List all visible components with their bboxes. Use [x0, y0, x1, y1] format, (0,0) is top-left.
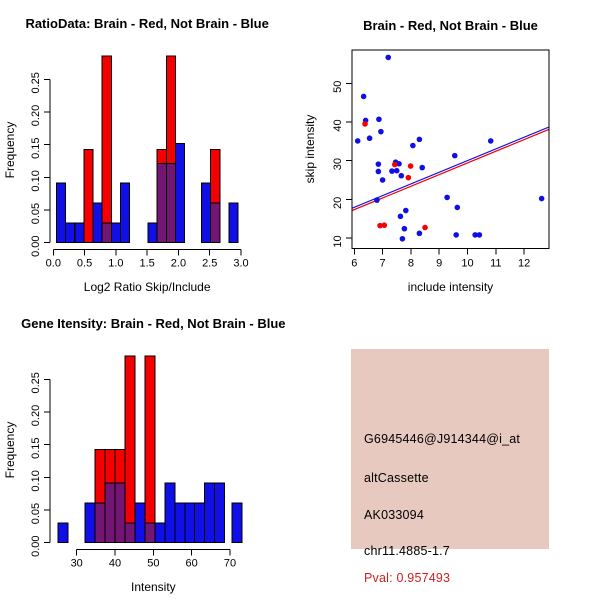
scatter-point [389, 168, 395, 174]
y-axis-tick-label: 0.15 [30, 437, 42, 459]
histogram-plot [58, 356, 242, 543]
intensity-scatter-panel [300, 0, 600, 300]
scatter-point [381, 222, 387, 228]
pval-text: Pval: 0.957493 [364, 571, 451, 585]
gene-info-box [351, 349, 549, 585]
x-axis-tick-label: 12 [517, 257, 531, 270]
scatter-point [376, 116, 382, 122]
histogram-bar-blue [205, 483, 215, 542]
histogram-bar-blue [195, 503, 205, 543]
x-axis-tick-label: 2.0 [170, 257, 187, 270]
histogram-plot [56, 56, 238, 243]
histogram-bar-overlap [157, 164, 166, 243]
histogram-bar-overlap [211, 203, 220, 243]
histogram-bar-overlap [125, 523, 135, 543]
histogram-bar-blue [232, 503, 242, 543]
scatter-point [376, 169, 382, 175]
scatter-point [477, 232, 483, 238]
not-brain-fit-line [352, 127, 549, 208]
y-axis-tick-label: 0.05 [30, 502, 42, 525]
x-axis-tick-label: 11 [490, 257, 502, 270]
x-axis-title: Intensity [130, 580, 176, 594]
ratio-histogram-panel [0, 0, 300, 300]
x-axis-tick-label: 30 [70, 557, 83, 570]
chart-title: Brain - Red, Not Brain - Blue [363, 18, 538, 33]
gene-histogram-panel [0, 300, 300, 600]
x-axis-tick-label: 40 [108, 557, 122, 570]
y-axis [44, 379, 50, 542]
histogram-bar-overlap [166, 164, 175, 243]
scatter-point [398, 214, 404, 220]
x-axis-tick-label: 1.5 [139, 257, 155, 270]
x-axis-tick-label: 2.5 [202, 257, 218, 270]
histogram-bar-blue [185, 503, 195, 543]
x-axis-tick-label: 0.0 [45, 257, 61, 270]
x-axis-title: include intensity [407, 280, 494, 294]
x-axis-title: Log2 Ratio Skip/Include [83, 280, 211, 294]
y-axis-tick-label: 0.05 [30, 202, 42, 225]
scatter-point [362, 121, 368, 127]
x-axis [53, 249, 241, 255]
scatter-point [444, 195, 450, 201]
histogram-bar-blue [66, 223, 75, 243]
histogram-bar-blue [201, 183, 210, 242]
histogram-bar-blue [176, 143, 185, 242]
x-axis [77, 549, 230, 555]
histogram-bar-blue [58, 523, 68, 543]
y-axis-title: skip intensity [303, 114, 317, 184]
scatter-point [410, 143, 416, 149]
histogram-bar-blue [229, 203, 238, 243]
histogram-bar-red [211, 149, 220, 203]
x-axis-tick-label: 6 [351, 257, 358, 270]
x-axis-tick-label: 70 [223, 557, 237, 570]
histogram-bar-overlap [115, 483, 125, 542]
scatter-point [385, 55, 391, 61]
scatter-point [406, 175, 412, 181]
scatter-point [452, 153, 458, 159]
x-axis-tick-label: 8 [407, 257, 414, 270]
scatter-point [367, 135, 373, 141]
x-axis-tick-label: 1.0 [108, 257, 124, 270]
series-not-brain [355, 55, 545, 242]
y-axis-tick-label: 0.25 [30, 72, 42, 94]
scatter-point [376, 161, 382, 167]
histogram-bar-blue [56, 183, 65, 242]
y-axis-tick-label: 40 [332, 119, 344, 132]
frame-box [352, 50, 549, 248]
locus-text: chr11.4885-1.7 [364, 544, 450, 558]
scatter-point [380, 177, 386, 183]
y-axis-tick-label: 0.15 [30, 137, 42, 159]
y-axis-title: Frequency [3, 121, 17, 179]
scatter-point [378, 129, 384, 135]
scatter-point [394, 168, 400, 174]
event-type-text: altCassette [364, 471, 429, 485]
y-axis [44, 79, 50, 242]
histogram-bar-blue [93, 203, 102, 243]
y-axis-tick-label: 0.20 [30, 104, 42, 127]
accession-text: AK033094 [364, 508, 424, 522]
y-axis-tick-label: 0.10 [30, 170, 42, 192]
histogram-bar-red [102, 56, 111, 223]
y-axis-tick-label: 30 [332, 158, 344, 171]
scatter-point [392, 162, 398, 168]
chart-title: Gene Itensity: Brain - Red, Not Brain - Blue [21, 316, 286, 331]
probe-id-text: G6945446@J914344@i_at [364, 432, 521, 446]
scatter-point [422, 225, 428, 231]
scatter-point [455, 205, 461, 211]
histogram-bar-red [105, 449, 115, 483]
scatter-point [417, 137, 423, 143]
x-axis-tick-label: 60 [185, 557, 198, 570]
plot-frame [346, 50, 549, 254]
histogram-bar-overlap [95, 503, 105, 543]
scatter-point [453, 232, 459, 238]
gene-info-panel [300, 300, 600, 600]
histogram-bar-red [125, 356, 135, 523]
histogram-bar-red [115, 449, 125, 483]
histogram-bar-red [145, 356, 155, 523]
x-axis-tick-label: 3.0 [233, 257, 249, 270]
histogram-bar-blue [175, 503, 185, 543]
scatter-point [361, 94, 367, 100]
y-axis-tick-label: 0.25 [30, 372, 42, 394]
scatter-point [402, 226, 408, 232]
y-axis-tick-label: 0.00 [30, 235, 42, 257]
fit-lines [352, 127, 549, 211]
histogram-bar-blue [165, 483, 175, 542]
scatter-point [403, 208, 409, 214]
histogram-bar-overlap [102, 223, 111, 243]
y-axis-tick-label: 10 [332, 235, 344, 248]
histogram-bar-blue [148, 223, 157, 243]
y-axis-tick-label: 0.20 [30, 404, 42, 427]
scatter-point [408, 163, 414, 169]
brain-fit-line [352, 129, 549, 210]
y-axis-tick-label: 0.10 [30, 470, 42, 492]
x-axis-tick-label: 0.5 [76, 257, 93, 270]
histogram-bar-overlap [145, 523, 155, 543]
scatter-point [419, 165, 425, 171]
scatter-point [374, 197, 380, 203]
x-axis-tick-label: 50 [147, 557, 160, 570]
histogram-bar-blue [121, 183, 130, 242]
histogram-bar-red [157, 149, 166, 163]
histogram-bar-blue [111, 223, 120, 243]
histogram-bar-overlap [105, 483, 115, 542]
histogram-bar-blue [85, 503, 95, 543]
scatter-point [400, 236, 406, 242]
histogram-bar-red [95, 449, 105, 503]
histogram-bar-blue [135, 503, 145, 543]
scatter-point [539, 196, 545, 202]
x-axis-tick-label: 9 [436, 257, 443, 270]
y-axis-title: Frequency [3, 421, 17, 479]
histogram-bar-red [84, 149, 93, 242]
y-axis-tick-label: 0.00 [30, 535, 42, 557]
x-axis-tick-label: 10 [461, 257, 474, 270]
histogram-bar-blue [215, 483, 225, 542]
scatter-point [488, 138, 494, 144]
histogram-bar-blue [75, 223, 84, 243]
y-axis-tick-label: 50 [332, 80, 344, 93]
x-axis-tick-label: 7 [379, 257, 386, 270]
scatter-point [417, 231, 423, 237]
scatter-point [355, 138, 361, 144]
chart-title: RatioData: Brain - Red, Not Brain - Blue [25, 16, 269, 31]
scatter-point [398, 173, 404, 179]
histogram-bar-blue [155, 523, 165, 543]
y-axis-tick-label: 20 [332, 196, 344, 209]
histogram-bar-red [166, 56, 175, 164]
